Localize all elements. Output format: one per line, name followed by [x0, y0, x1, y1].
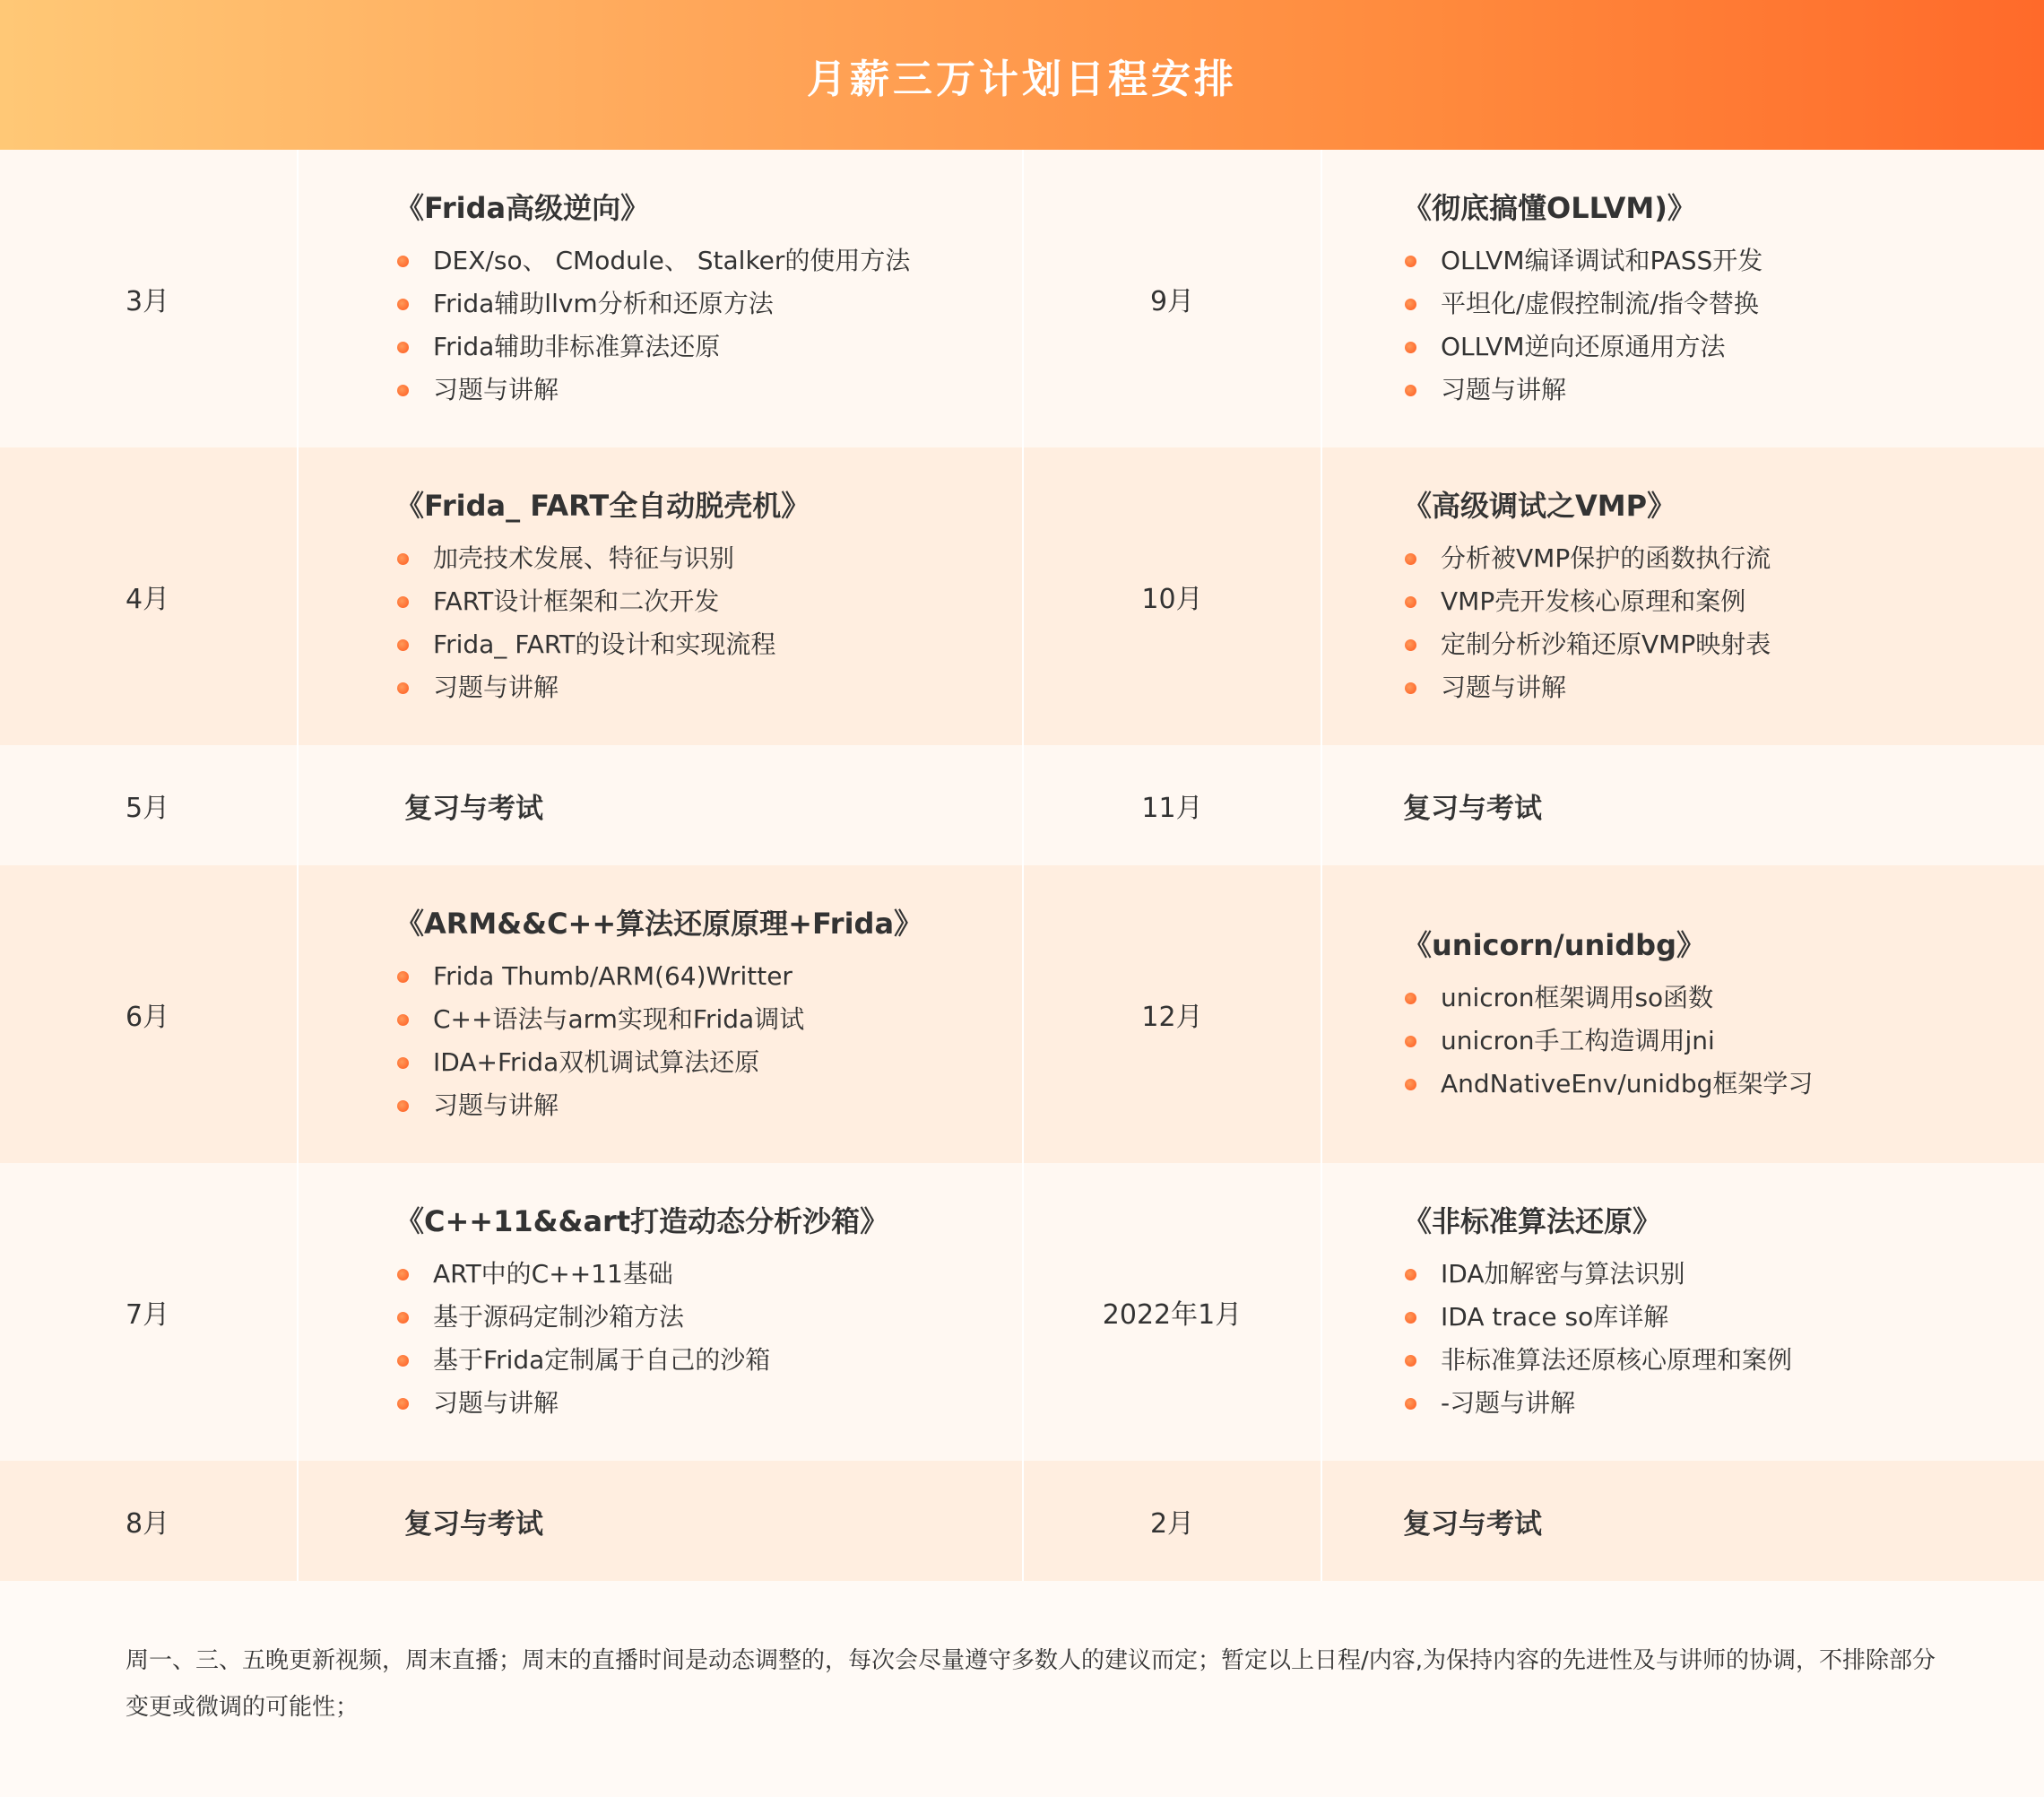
bullet-dot-icon — [397, 1100, 409, 1112]
bullet-dot-icon — [397, 971, 409, 983]
month-label: 3月 — [0, 150, 298, 447]
course-block — [299, 901, 1022, 1127]
course-block — [1322, 923, 2044, 1106]
topic-text: 定制分析沙箱还原VMP映射表 — [1441, 629, 1771, 659]
review-label: 复习与考试 — [1403, 1507, 1542, 1541]
topic-item — [1441, 1063, 2044, 1106]
topic-item — [1441, 282, 2044, 326]
month-label: 8月 — [0, 1461, 298, 1581]
schedule-row — [0, 150, 2044, 447]
course-cell — [1321, 150, 2044, 447]
bullet-dot-icon — [1405, 299, 1416, 310]
bullet-dot-icon — [397, 299, 409, 310]
topic-text: 习题与讲解 — [433, 673, 559, 702]
course-title: 《unicorn/unidbg》 — [1403, 928, 1705, 962]
topic-item — [433, 623, 1022, 666]
review-cell — [1321, 1461, 2044, 1581]
topic-text: 习题与讲解 — [433, 1090, 559, 1120]
topic-item — [433, 326, 1022, 369]
course-title: 《Frida高级逆向》 — [395, 191, 650, 225]
topic-item — [433, 1041, 1022, 1084]
month-label: 11月 — [1023, 745, 1321, 865]
topic-text: -习题与讲解 — [1441, 1388, 1576, 1418]
topic-list — [395, 239, 1022, 412]
bullet-dot-icon — [397, 596, 409, 608]
topic-text: VMP壳开发核心原理和案例 — [1441, 586, 1746, 616]
bullet-dot-icon — [397, 256, 409, 267]
topic-text: 基于Frida定制属于自己的沙箱 — [433, 1345, 771, 1375]
review-cell — [1321, 745, 2044, 865]
course-title: 《彻底搞懂OLLVM)》 — [1403, 191, 1696, 225]
topic-text: DEX/so、 CModule、 Stalker的使用方法 — [433, 246, 911, 275]
review-cell — [298, 1461, 1023, 1581]
topic-item — [433, 955, 1022, 998]
course-block — [1322, 483, 2044, 709]
topic-list — [1403, 1253, 2044, 1425]
review-cell — [298, 745, 1023, 865]
topic-item — [433, 1382, 1022, 1425]
topic-item — [433, 580, 1022, 623]
course-block — [1322, 1199, 2044, 1425]
month-label: 5月 — [0, 745, 298, 865]
topic-item — [1441, 537, 2044, 580]
schedule-row — [0, 447, 2044, 745]
topic-item — [433, 1339, 1022, 1382]
schedule-row — [0, 1461, 2044, 1581]
bullet-dot-icon — [397, 1398, 409, 1410]
topic-text: IDA加解密与算法识别 — [1441, 1259, 1685, 1289]
topic-item — [433, 369, 1022, 412]
bullet-dot-icon — [397, 553, 409, 565]
bullet-dot-icon — [397, 1057, 409, 1069]
bullet-dot-icon — [397, 342, 409, 353]
topic-item — [433, 1253, 1022, 1296]
topic-item — [1441, 239, 2044, 282]
course-title: 《C++11&&art打造动态分析沙箱》 — [395, 1204, 889, 1238]
bullet-dot-icon — [1405, 1398, 1416, 1410]
page-title: 月薪三万计划日程安排 — [807, 56, 1237, 102]
topic-item — [1441, 1296, 2044, 1339]
topic-text: IDA trace so库详解 — [1441, 1302, 1669, 1332]
course-block — [299, 186, 1022, 412]
course-cell — [298, 447, 1023, 745]
topic-text: C++语法与arm实现和Frida调试 — [433, 1004, 805, 1034]
bullet-dot-icon — [397, 385, 409, 396]
topic-item — [433, 537, 1022, 580]
month-label: 10月 — [1023, 447, 1321, 745]
topic-text: 习题与讲解 — [1441, 375, 1567, 404]
month-label: 2022年1月 — [1023, 1163, 1321, 1461]
bullet-dot-icon — [1405, 1312, 1416, 1324]
topic-text: 平坦化/虚假控制流/指令替换 — [1441, 289, 1759, 318]
topic-item — [433, 1084, 1022, 1127]
topic-text: IDA+Frida双机调试算法还原 — [433, 1047, 760, 1077]
review-label: 复习与考试 — [1403, 792, 1542, 825]
topic-text: 习题与讲解 — [1441, 673, 1567, 702]
topic-item — [433, 666, 1022, 709]
bullet-dot-icon — [397, 1014, 409, 1026]
course-title: 《ARM&&C++算法还原原理+Frida》 — [395, 907, 923, 941]
course-block — [299, 483, 1022, 709]
footer-note: 周一、三、五晚更新视频，周末直播；周末的直播时间是动态调整的，每次会尽量遵守多数人的建议而定；暂定以上日程/内容,为保持内容的先进性及与讲师的协调，不排除部分变更或微调的可能性； — [126, 1647, 1936, 1721]
topic-text: unicron手工构造调用jni — [1441, 1026, 1715, 1055]
course-cell — [298, 865, 1023, 1163]
topic-list — [395, 955, 1022, 1127]
bullet-dot-icon — [1405, 596, 1416, 608]
course-block — [1322, 186, 2044, 412]
topic-item — [1441, 666, 2044, 709]
topic-text: Frida辅助llvm分析和还原方法 — [433, 289, 774, 318]
month-label: 7月 — [0, 1163, 298, 1461]
schedule-row — [0, 745, 2044, 865]
bullet-dot-icon — [1405, 682, 1416, 694]
topic-list — [395, 1253, 1022, 1425]
bullet-dot-icon — [397, 682, 409, 694]
bullet-dot-icon — [397, 1355, 409, 1367]
topic-text: AndNativeEnv/unidbg框架学习 — [1441, 1069, 1814, 1098]
topic-list — [1403, 537, 2044, 709]
course-cell — [1321, 1163, 2044, 1461]
topic-item — [433, 1296, 1022, 1339]
bullet-dot-icon — [1405, 342, 1416, 353]
schedule-row — [0, 1163, 2044, 1461]
topic-list — [1403, 977, 2044, 1106]
topic-item — [1441, 1253, 2044, 1296]
bullet-dot-icon — [397, 639, 409, 651]
bullet-dot-icon — [1405, 553, 1416, 565]
topic-item — [1441, 1020, 2044, 1063]
topic-text: 加壳技术发展、特征与识别 — [433, 543, 735, 573]
review-label: 复习与考试 — [404, 792, 543, 825]
bullet-dot-icon — [1405, 1079, 1416, 1090]
topic-item — [1441, 369, 2044, 412]
month-label: 9月 — [1023, 150, 1321, 447]
topic-list — [1403, 239, 2044, 412]
course-title: 《非标准算法还原》 — [1403, 1204, 1662, 1238]
month-label: 4月 — [0, 447, 298, 745]
bullet-dot-icon — [397, 1269, 409, 1280]
course-title: 《高级调试之VMP》 — [1403, 489, 1676, 523]
topic-text: 基于源码定制沙箱方法 — [433, 1302, 685, 1332]
topic-item — [1441, 623, 2044, 666]
bullet-dot-icon — [1405, 1269, 1416, 1280]
topic-item — [1441, 580, 2044, 623]
course-title: 《Frida_ FART全自动脱壳机》 — [395, 489, 810, 523]
topic-text: Frida Thumb/ARM(64)Writter — [433, 961, 792, 991]
topic-item — [433, 282, 1022, 326]
topic-text: Frida_ FART的设计和实现流程 — [433, 629, 776, 659]
topic-list — [395, 537, 1022, 709]
topic-item — [1441, 1382, 2044, 1425]
bullet-dot-icon — [1405, 639, 1416, 651]
month-label: 2月 — [1023, 1461, 1321, 1581]
course-cell — [298, 1163, 1023, 1461]
topic-text: 非标准算法还原核心原理和案例 — [1441, 1345, 1793, 1375]
bullet-dot-icon — [1405, 1355, 1416, 1367]
schedule-table — [0, 150, 2044, 1581]
course-cell — [1321, 865, 2044, 1163]
month-label: 6月 — [0, 865, 298, 1163]
topic-item — [1441, 1339, 2044, 1382]
page-header — [0, 0, 2044, 150]
topic-item — [433, 998, 1022, 1041]
topic-text: OLLVM编译调试和PASS开发 — [1441, 246, 1763, 275]
topic-text: FART设计框架和二次开发 — [433, 586, 720, 616]
course-cell — [1321, 447, 2044, 745]
month-label: 12月 — [1023, 865, 1321, 1163]
topic-text: 分析被VMP保护的函数执行流 — [1441, 543, 1771, 573]
bullet-dot-icon — [1405, 385, 1416, 396]
course-cell — [298, 150, 1023, 447]
schedule-row — [0, 865, 2044, 1163]
topic-item — [1441, 977, 2044, 1020]
topic-item — [1441, 326, 2044, 369]
bullet-dot-icon — [1405, 256, 1416, 267]
topic-text: Frida辅助非标准算法还原 — [433, 332, 721, 361]
topic-text: OLLVM逆向还原通用方法 — [1441, 332, 1726, 361]
review-label: 复习与考试 — [404, 1507, 543, 1541]
bullet-dot-icon — [397, 1312, 409, 1324]
bullet-dot-icon — [1405, 993, 1416, 1004]
topic-text: ART中的C++11基础 — [433, 1259, 673, 1289]
topic-text: 习题与讲解 — [433, 1388, 559, 1418]
bullet-dot-icon — [1405, 1036, 1416, 1047]
topic-text: unicron框架调用so函数 — [1441, 983, 1714, 1012]
topic-item — [433, 239, 1022, 282]
topic-text: 习题与讲解 — [433, 375, 559, 404]
course-block — [299, 1199, 1022, 1425]
